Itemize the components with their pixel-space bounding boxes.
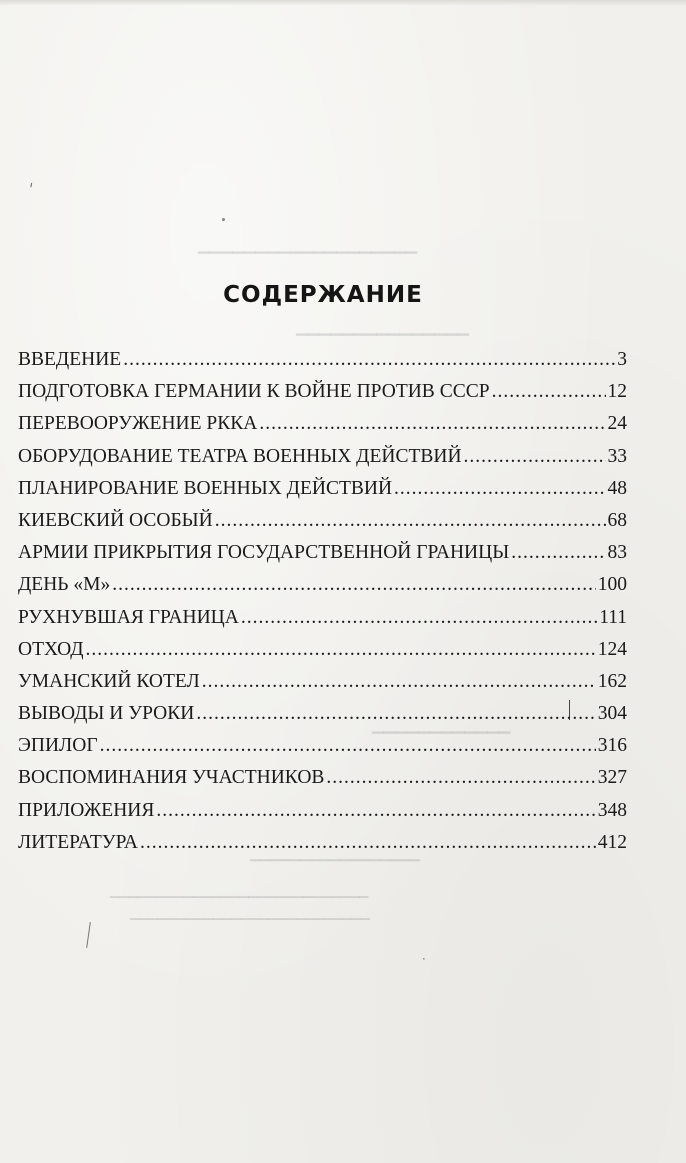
bleed-through-line: ▁▁▁▁▁▁▁▁▁▁▁▁▁▁▁▁▁▁▁ [198,238,418,254]
toc-entry-page-number: 304 [597,703,627,725]
toc-dot-leader [241,602,597,634]
toc-dot-leader [394,473,605,505]
toc-entry-page-number: 68 [607,509,627,531]
bleed-through-line: ▁▁▁▁▁▁▁▁▁▁▁▁▁▁▁▁▁ [250,846,420,861]
toc-entry-page-number: 124 [597,638,627,660]
toc-entry [18,634,627,666]
toc-dot-leader [196,698,595,730]
toc-entry-title: ПОДГОТОВКА ГЕРМАНИИ К ВОЙНЕ ПРОТИВ СССР [18,381,490,403]
toc-dot-leader [259,408,605,440]
toc-entry-title: УМАНСКИЙ КОТЕЛ [18,670,200,692]
toc-entry [18,698,627,730]
toc-entry-title: ПЕРЕВООРУЖЕНИЕ РККА [18,413,258,435]
toc-entry-page-number: 162 [597,670,627,692]
toc-dot-leader [123,344,615,376]
toc-entry [18,537,627,569]
toc-dot-leader [492,376,606,408]
toc-entry [18,408,627,440]
toc-entry-title: ОБОРУДОВАНИЕ ТЕАТРА ВОЕННЫХ ДЕЙСТВИЙ [18,445,462,467]
ink-speck: ˌ [28,169,37,190]
toc-entry [18,505,627,537]
page-edge-shadow [0,0,686,6]
toc-dot-leader [86,634,596,666]
toc-entry [18,602,627,634]
toc-entry [18,376,627,408]
toc-dot-leader [100,730,596,762]
contents-heading: СОДЕРЖАНИЕ [223,282,423,308]
toc-entry-title: ПЛАНИРОВАНИЕ ВОЕННЫХ ДЕЙСТВИЙ [18,477,393,499]
toc-entry-title: ПРИЛОЖЕНИЯ [18,799,155,821]
pencil-mark [86,922,91,948]
toc-dot-leader [202,666,596,698]
toc-entry [18,795,627,827]
toc-dot-leader [140,827,596,859]
toc-entry-title: ДЕНЬ «М» [18,574,111,596]
toc-entry [18,762,627,794]
toc-entry-title: КИЕВСКИЙ ОСОБЫЙ [18,509,213,531]
ink-dot [222,218,225,221]
toc-dot-leader [464,441,606,473]
toc-entry-page-number: 316 [597,735,627,757]
table-of-contents [18,344,627,859]
toc-entry-page-number: 12 [607,381,627,403]
toc-dot-leader [511,537,605,569]
toc-entry-title: АРМИИ ПРИКРЫТИЯ ГОСУДАРСТВЕННОЙ ГРАНИЦЫ [18,542,510,564]
toc-dot-leader [215,505,606,537]
toc-entry-page-number: 100 [597,574,627,596]
toc-entry-page-number: 412 [597,831,627,853]
bleed-through-line: ▁▁▁▁▁▁▁▁▁▁▁▁▁▁▁▁▁▁▁▁▁▁▁▁▁▁▁▁ [110,884,369,898]
bleed-through-line: ▁▁▁▁▁▁▁▁▁▁▁▁▁▁▁ [296,320,470,336]
toc-entry [18,827,627,859]
ink-speck: · [419,951,429,967]
toc-dot-leader [326,762,595,794]
toc-dot-leader [156,795,595,827]
bleed-through-line: ▁▁▁▁▁▁▁▁▁▁▁▁ [372,718,511,734]
toc-entry [18,730,627,762]
toc-entry-page-number: 327 [597,767,627,789]
toc-entry-title: ВЫВОДЫ И УРОКИ [18,703,195,725]
toc-entry [18,344,627,376]
toc-entry-page-number: 3 [617,349,627,370]
toc-entry [18,666,627,698]
toc-entry-title: ЛИТЕРАТУРА [18,831,138,853]
toc-entry-page-number: 33 [607,445,627,467]
toc-entry-title: ЭПИЛОГ [18,735,98,757]
toc-entry [18,441,627,473]
toc-entry-page-number: 83 [607,542,627,564]
toc-entry-title: ВОСПОМИНАНИЯ УЧАСТНИКОВ [18,767,325,789]
bleed-through-line: ▁▁▁▁▁▁▁▁▁▁▁▁▁▁▁▁▁▁▁▁▁▁▁▁▁▁ [130,906,370,920]
toc-entry [18,473,627,505]
toc-entry-page-number: 348 [597,799,627,821]
toc-entry-page-number: 48 [607,477,627,499]
toc-entry-page-number: 111 [599,606,627,628]
toc-entry-title: РУХНУВШАЯ ГРАНИЦА [18,606,239,628]
toc-entry [18,569,627,601]
toc-entry-page-number: 24 [607,413,627,435]
toc-dot-leader [112,569,596,601]
toc-entry-title: ВВЕДЕНИЕ [18,349,122,370]
toc-entry-title: ОТХОД [18,638,84,660]
